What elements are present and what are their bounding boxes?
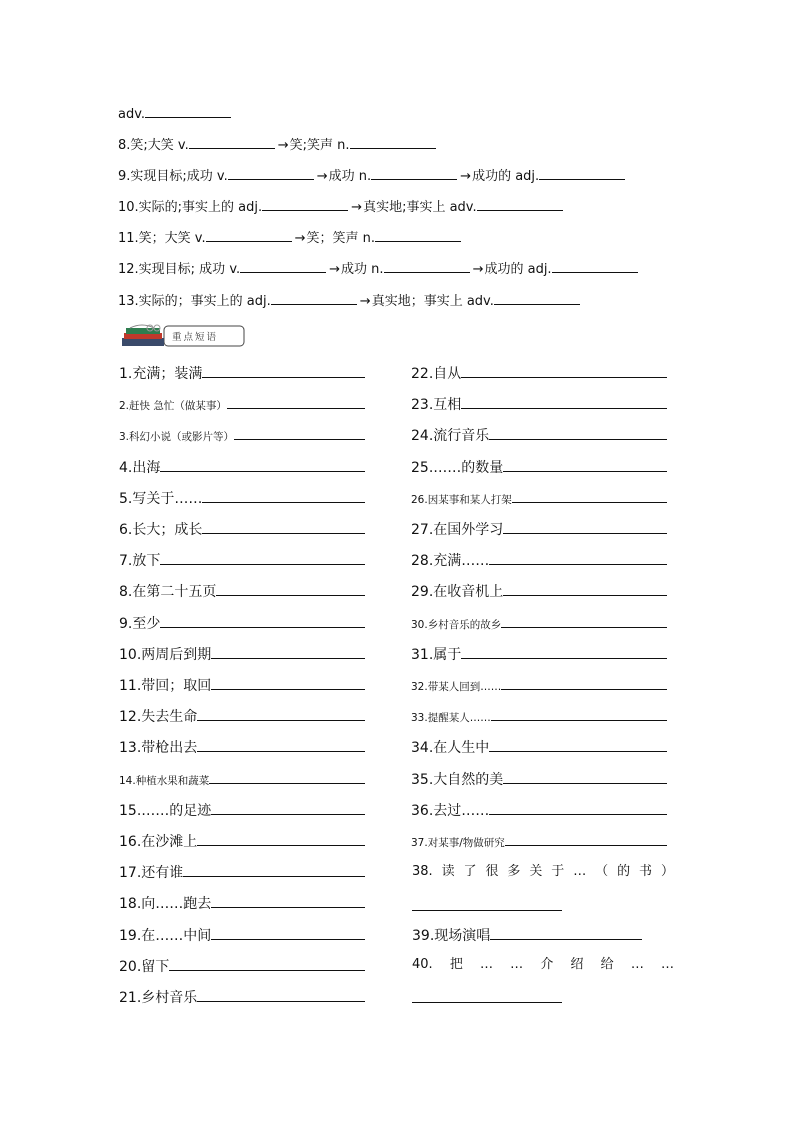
- answer-blank[interactable]: [494, 290, 580, 305]
- phrase-label: 11.带回；取回: [119, 678, 212, 694]
- phrase-label: 8.在第二十五页: [119, 584, 217, 601]
- phrase-label: 39.现场演唱: [412, 928, 491, 944]
- word-line-w13: [118, 290, 582, 310]
- prompt-text: 10.实际的;事实上的 adj.: [118, 200, 263, 215]
- phrase-char: …: [661, 957, 674, 972]
- phrase-item: [119, 705, 365, 725]
- word-line-w12: [118, 258, 640, 278]
- phrase-item: [119, 580, 365, 600]
- answer-line[interactable]: [489, 799, 667, 815]
- phrase-item: [411, 580, 667, 600]
- prompt-text: 12.实现目标; 成功 v.: [118, 262, 241, 277]
- phrase-label: 29.在收音机上: [411, 584, 504, 601]
- section-banner: [120, 324, 246, 348]
- phrase-item: [411, 518, 667, 538]
- prompt-text: 真实地;事实上 adv.: [363, 200, 477, 215]
- phrase-char: 很: [485, 864, 499, 879]
- phrase-item: [411, 768, 667, 788]
- answer-blank[interactable]: [240, 258, 326, 273]
- phrase-label: 21.乡村音乐: [119, 990, 198, 1006]
- arrow-icon: →: [329, 262, 341, 277]
- phrase-label: 31.属于: [411, 646, 462, 663]
- phrase-item: [411, 736, 667, 756]
- phrase-item: [119, 768, 365, 788]
- phrase-label: 14.种植水果和蔬菜: [119, 774, 210, 787]
- phrase-char: （: [595, 864, 609, 879]
- phrase-label: 27.在国外学习: [411, 522, 504, 538]
- phrase-label: 28.充满……: [411, 553, 490, 570]
- phrase-item: [119, 861, 365, 881]
- prompt-text: 成功的 adj.: [484, 262, 552, 277]
- answer-blank[interactable]: [375, 227, 461, 242]
- answer-line[interactable]: [490, 924, 642, 940]
- answer-line[interactable]: [202, 518, 365, 534]
- phrase-item: [119, 986, 365, 1006]
- prompt-text: 真实地；事实上 adv.: [371, 294, 494, 309]
- phrase-label: 9.至少: [119, 615, 161, 632]
- phrase-39: [412, 924, 642, 944]
- phrase-char: 关: [529, 864, 543, 879]
- answer-line[interactable]: [512, 487, 667, 503]
- phrase-char: …: [510, 957, 524, 972]
- answer-blank[interactable]: [539, 165, 625, 180]
- phrase-label: 30.乡村音乐的故乡: [411, 618, 502, 631]
- answer-line[interactable]: [489, 424, 667, 440]
- phrase-label: 18.向……跑去: [119, 896, 212, 913]
- answer-line[interactable]: [216, 580, 365, 596]
- phrase-item: [411, 393, 667, 413]
- answer-blank[interactable]: [262, 196, 348, 211]
- prompt-text: 笑;笑声 n.: [289, 138, 350, 153]
- phrase-item: [119, 736, 365, 756]
- phrase-char: 了: [463, 864, 477, 879]
- phrase-char: 的: [617, 864, 631, 879]
- phrase-item: [411, 362, 667, 382]
- phrase-char: 给: [600, 957, 614, 972]
- phrase-label: 35.大自然的美: [411, 771, 504, 788]
- phrase-40-row: [412, 955, 674, 975]
- answer-line[interactable]: [234, 424, 365, 440]
- answer-line[interactable]: [503, 580, 667, 596]
- section-banner-label: 重点短语: [172, 332, 219, 343]
- prompt-text: 11.笑；大笑 v.: [118, 231, 206, 246]
- word-line-w8: [118, 134, 438, 154]
- phrase-label: 24.流行音乐: [411, 428, 490, 445]
- answer-line[interactable]: [461, 393, 667, 409]
- arrow-icon: →: [277, 138, 289, 153]
- arrow-icon: →: [316, 169, 328, 184]
- phrase-label: 17.还有谁: [119, 865, 184, 882]
- phrase-item: [119, 456, 365, 476]
- prompt-text: adv.: [118, 107, 146, 122]
- phrase-char: 介: [540, 957, 554, 972]
- answer-blank[interactable]: [371, 165, 457, 180]
- answer-line[interactable]: [211, 674, 365, 690]
- phrase-label: 20.留下: [119, 958, 170, 975]
- answer-line[interactable]: [197, 830, 365, 846]
- answer-line[interactable]: [505, 830, 667, 846]
- answer-blank[interactable]: [350, 134, 436, 149]
- answer-line[interactable]: [160, 612, 365, 628]
- word-line-w0: [118, 103, 233, 123]
- phrase-item: [411, 456, 667, 476]
- phrase-char: …: [573, 864, 587, 879]
- answer-line[interactable]: [211, 892, 365, 908]
- phrase-label: 6.长大；成长: [119, 522, 203, 538]
- arrow-icon: →: [460, 169, 472, 184]
- answer-blank[interactable]: [384, 258, 470, 273]
- phrase-item: [119, 955, 365, 975]
- answer-line[interactable]: [503, 518, 667, 534]
- phrase-38-answer-line[interactable]: [412, 909, 562, 911]
- arrow-icon: →: [359, 294, 371, 309]
- word-line-w11: [118, 227, 463, 247]
- prompt-text: 13.实际的；事实上的 adj.: [118, 294, 271, 309]
- phrase-label: 2.赶快 急忙（做某事）: [119, 400, 227, 413]
- answer-line[interactable]: [503, 768, 667, 784]
- answer-line[interactable]: [202, 487, 365, 503]
- answer-line[interactable]: [202, 362, 365, 378]
- phrase-item: [119, 799, 365, 819]
- phrase-label: 4.出海: [119, 459, 161, 476]
- phrase-char: …: [480, 957, 494, 972]
- answer-line[interactable]: [211, 643, 365, 659]
- answer-blank[interactable]: [145, 103, 231, 118]
- phrase-item: [119, 892, 365, 912]
- answer-line[interactable]: [197, 986, 365, 1002]
- answer-blank[interactable]: [477, 196, 563, 211]
- phrase-item: [119, 518, 365, 538]
- prompt-text: 笑；笑声 n.: [306, 231, 376, 246]
- prompt-text: 8.笑;大笑 v.: [118, 138, 189, 153]
- answer-line[interactable]: [211, 799, 365, 815]
- phrase-label: 19.在……中间: [119, 927, 212, 944]
- phrase-item: [411, 612, 667, 632]
- phrase-40-answer-line[interactable]: [412, 1001, 562, 1003]
- arrow-icon: →: [472, 262, 484, 277]
- phrase-char: ）: [660, 864, 674, 879]
- answer-blank[interactable]: [228, 165, 314, 180]
- answer-blank[interactable]: [189, 134, 275, 149]
- phrase-item: [411, 549, 667, 569]
- phrase-label: 12.失去生命: [119, 709, 198, 726]
- answer-line[interactable]: [197, 705, 365, 721]
- phrase-item: [119, 362, 365, 382]
- phrase-label: 37.对某事/物做研究: [411, 837, 505, 849]
- phrase-label: 1.充满；装满: [119, 366, 203, 382]
- answer-line[interactable]: [197, 736, 365, 752]
- phrase-char: 38.: [412, 864, 433, 879]
- phrase-label: 16.在沙滩上: [119, 834, 198, 850]
- phrase-char: 绍: [570, 957, 584, 972]
- answer-line[interactable]: [489, 736, 667, 752]
- phrase-item: [119, 924, 365, 944]
- answer-blank[interactable]: [552, 258, 638, 273]
- phrase-label: 32.带某人回到……: [411, 681, 502, 693]
- answer-line[interactable]: [503, 456, 667, 472]
- phrase-item: [119, 487, 365, 507]
- arrow-icon: →: [294, 231, 306, 246]
- phrase-label: 10.两周后到期: [119, 646, 212, 663]
- phrase-item: [119, 393, 365, 413]
- answer-line[interactable]: [211, 924, 365, 940]
- answer-line[interactable]: [489, 549, 667, 565]
- phrase-label: 7.放下: [119, 553, 161, 570]
- answer-blank[interactable]: [206, 227, 292, 242]
- phrase-item: [119, 674, 365, 694]
- answer-line[interactable]: [501, 674, 667, 690]
- phrase-item: [119, 830, 365, 850]
- answer-line[interactable]: [160, 549, 365, 565]
- phrase-item: [411, 799, 667, 819]
- answer-line[interactable]: [461, 643, 667, 659]
- phrase-label: 36.去过……: [411, 802, 490, 819]
- phrase-item: [411, 424, 667, 444]
- phrase-label: 5.写关于……: [119, 490, 203, 507]
- arrow-icon: →: [351, 200, 363, 215]
- phrase-char: 读: [441, 864, 455, 879]
- phrase-label: 34.在人生中: [411, 740, 490, 757]
- phrase-label: 3.科幻小说（或影片等）: [119, 431, 235, 444]
- answer-line[interactable]: [461, 362, 667, 378]
- word-line-w9: [118, 165, 627, 185]
- word-line-w10: [118, 196, 565, 216]
- phrase-char: 书: [639, 864, 653, 879]
- phrase-label: 22.自从: [411, 366, 462, 382]
- answer-line[interactable]: [169, 955, 365, 971]
- phrase-item: [411, 830, 667, 850]
- phrase-char: 多: [507, 864, 521, 879]
- answer-line[interactable]: [209, 768, 365, 784]
- phrase-item: [411, 705, 667, 725]
- prompt-text: 成功的 adj.: [472, 169, 540, 184]
- phrase-item: [119, 612, 365, 632]
- answer-line[interactable]: [501, 612, 667, 628]
- phrase-char: 于: [551, 864, 565, 879]
- phrase-char: 把: [449, 957, 463, 972]
- prompt-text: 9.实现目标;成功 v.: [118, 169, 228, 184]
- phrase-char: …: [630, 957, 644, 972]
- answer-line[interactable]: [183, 861, 365, 877]
- answer-line[interactable]: [491, 705, 667, 721]
- phrase-label: 25.……的数量: [411, 459, 504, 476]
- phrase-char: 40.: [412, 957, 433, 972]
- phrase-label: 23.互相: [411, 397, 462, 414]
- phrase-item: [411, 643, 667, 663]
- prompt-text: 成功 n.: [341, 262, 384, 277]
- answer-blank[interactable]: [271, 290, 357, 305]
- prompt-text: 成功 n.: [328, 169, 372, 184]
- answer-line[interactable]: [160, 456, 365, 472]
- phrase-item: [411, 674, 667, 694]
- phrase-item: [119, 424, 365, 444]
- answer-line[interactable]: [227, 393, 365, 409]
- phrase-label: 33.提醒某人……: [411, 712, 491, 725]
- phrase-item: [119, 643, 365, 663]
- phrase-label: 26.因某事和某人打架: [411, 493, 512, 506]
- phrase-label: 15.……的足迹: [119, 802, 212, 819]
- phrase-38-row: [412, 862, 674, 882]
- phrase-label: 13.带枪出去: [119, 740, 198, 757]
- phrase-item: [411, 487, 667, 507]
- phrase-item: [119, 549, 365, 569]
